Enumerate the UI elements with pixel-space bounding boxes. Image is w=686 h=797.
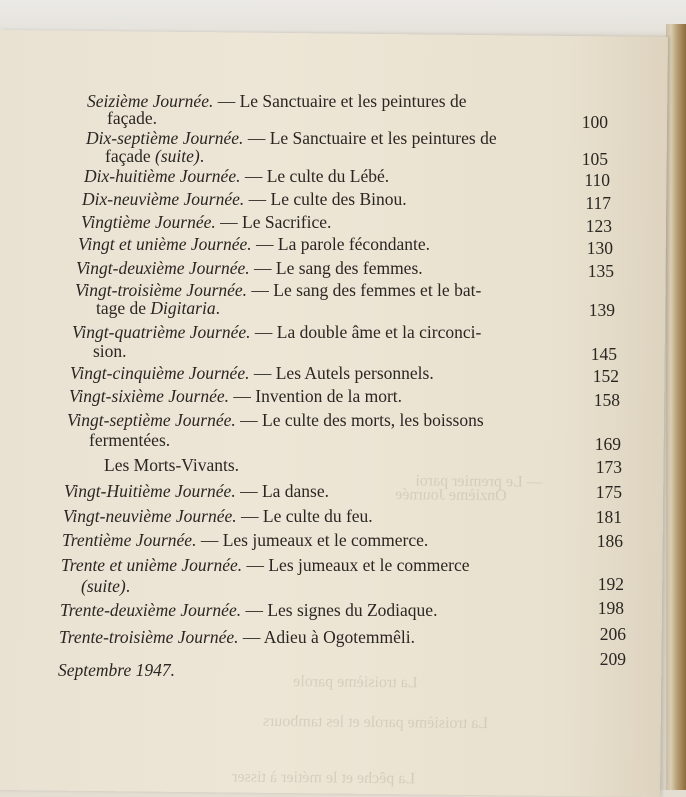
- toc-dash: —: [249, 363, 276, 383]
- toc-entry: [70, 363, 434, 383]
- toc-entry: [58, 660, 175, 680]
- toc-dash: —: [238, 627, 264, 647]
- toc-title-continuation: tage de Digitaria.: [96, 298, 220, 318]
- toc-day: Trente-deuxième Journée.: [60, 600, 242, 620]
- toc-dash: —: [229, 386, 256, 406]
- toc-entry: [78, 234, 430, 254]
- toc-page-number: 175: [595, 482, 622, 502]
- toc-dash: —: [196, 530, 223, 550]
- toc-entry: [75, 280, 481, 300]
- toc-title: Les signes du Zodiaque.: [267, 600, 438, 620]
- toc-title: Le sang des femmes et le bat-: [273, 280, 482, 300]
- toc-day: Dix-septième Journée.: [86, 128, 244, 148]
- toc-title: Le Sacrifice.: [242, 212, 332, 232]
- toc-title-continuation: sion.: [93, 341, 127, 361]
- toc-day: Vingt-troisième Journée.: [75, 280, 248, 300]
- toc-title: Les jumeaux et le commerce: [268, 555, 470, 575]
- toc-entry: [59, 627, 415, 647]
- toc-title-continuation: fermentées.: [89, 430, 171, 450]
- toc-dash: —: [235, 410, 263, 430]
- toc-page-number: 206: [599, 624, 626, 644]
- toc-dash: —: [250, 322, 277, 342]
- toc-title: Le culte des morts, les boissons: [262, 410, 484, 430]
- toc-entry: [76, 258, 423, 278]
- toc-page-number: 110: [584, 170, 610, 190]
- toc-entry: [62, 530, 428, 550]
- toc-title-continuation: façade.: [107, 108, 158, 128]
- toc-dash: —: [215, 212, 243, 232]
- toc-title: Les Morts-Vivants.: [104, 455, 240, 475]
- toc-title: Le Sanctuaire et les peintures de: [269, 128, 497, 148]
- bleed-through-text: La troisième parole: [293, 673, 418, 692]
- toc-page-number: 192: [597, 574, 624, 594]
- toc-day: Vingt-sixième Journée.: [69, 386, 230, 406]
- toc-day: Vingt-cinquième Journée.: [70, 363, 250, 383]
- toc-day: Trentième Journée.: [62, 530, 197, 550]
- toc-dash: —: [251, 234, 278, 254]
- toc-title: La danse.: [261, 481, 330, 501]
- toc-page-number: 139: [588, 300, 615, 320]
- toc-page-number: 135: [587, 261, 614, 281]
- toc-day: Vingt-neuvième Journée.: [63, 506, 237, 526]
- toc-page-number: 158: [593, 390, 620, 410]
- toc-title: La parole fécondante.: [277, 234, 430, 254]
- toc-day: Dix-huitième Journée.: [84, 166, 241, 186]
- toc-title: Invention de la mort.: [255, 386, 403, 406]
- toc-entry: [67, 410, 484, 430]
- toc-entry: [84, 166, 389, 186]
- toc-title: Les Autels personnels.: [275, 363, 434, 383]
- toc-dash: —: [241, 600, 268, 620]
- toc-dash: —: [243, 128, 270, 148]
- bleed-through-text: La troisième parole et les tambours: [262, 712, 489, 733]
- toc-title: Le culte du Lébé.: [266, 166, 390, 186]
- toc-day: Vingt-quatrième Journée.: [72, 322, 251, 342]
- toc-entry: [61, 555, 470, 575]
- toc-day: Vingtième Journée.: [81, 212, 216, 232]
- toc-title: La double âme et la circonci-: [276, 322, 482, 342]
- toc-page-number: 186: [596, 531, 623, 551]
- toc-title: Les jumeaux et le commerce.: [222, 530, 429, 550]
- toc-entry: [81, 212, 331, 232]
- toc-dash: —: [242, 555, 269, 575]
- toc-day: Vingt et unième Journée.: [78, 234, 252, 254]
- toc-dash: —: [249, 258, 276, 278]
- toc-title: Le culte des Binou.: [270, 189, 407, 209]
- toc-entry: [72, 322, 481, 342]
- bleed-through-text: — Le premier paroi: [415, 472, 543, 491]
- toc-title-continuation: (suite).: [81, 576, 131, 596]
- toc-title-continuation: façade (suite).: [105, 146, 205, 166]
- toc-entry: [69, 386, 402, 406]
- toc-day: Seizième Journée.: [87, 91, 214, 111]
- toc-page-number: 209: [599, 649, 626, 669]
- toc-dash: —: [235, 481, 262, 501]
- toc-entry: [86, 128, 497, 148]
- toc-page-number: 198: [597, 598, 624, 618]
- toc-title: Le culte du feu.: [262, 506, 373, 526]
- toc-title: Le Sanctuaire et les peintures de: [239, 91, 467, 111]
- toc-day: Septembre 1947.: [58, 660, 175, 680]
- bleed-through-text: Onzième Journée: [395, 486, 507, 505]
- toc-page-number: 173: [595, 457, 622, 477]
- toc-day: Vingt-septième Journée.: [67, 410, 236, 430]
- toc-page-number: 152: [592, 366, 619, 386]
- toc-entry: [63, 506, 373, 526]
- toc-day: Vingt-Huitième Journée.: [64, 481, 236, 501]
- bleed-through-text: La pêche et le métier à tisser: [232, 768, 416, 788]
- toc-title: Le sang des femmes.: [275, 258, 423, 278]
- toc-entry: [60, 600, 437, 620]
- toc-title: Adieu à Ogotemmêli.: [263, 627, 415, 647]
- toc-dash: —: [240, 166, 267, 186]
- toc-day: Trente et unième Journée.: [61, 555, 243, 575]
- toc-day: Vingt-deuxième Journée.: [76, 258, 250, 278]
- toc-page-number: 100: [581, 112, 608, 132]
- toc-dash: —: [244, 189, 271, 209]
- toc-entry: [82, 189, 407, 209]
- toc-dash: —: [236, 506, 263, 526]
- toc-dash: —: [247, 280, 274, 300]
- toc-page-number: 123: [585, 216, 612, 236]
- toc-day: Dix-neuvième Journée.: [82, 189, 245, 209]
- toc-entry: [104, 455, 239, 475]
- toc-page-number: 105: [581, 149, 608, 169]
- toc-page-number: 117: [585, 193, 611, 213]
- toc-page-number: 145: [590, 344, 617, 364]
- toc-entry: [64, 481, 329, 501]
- toc-day: Trente-troisième Journée.: [59, 627, 239, 647]
- toc-dash: —: [213, 91, 240, 111]
- toc-page-number: 130: [586, 238, 613, 258]
- toc-page-number: 169: [594, 434, 621, 454]
- toc-page-number: 181: [595, 507, 622, 527]
